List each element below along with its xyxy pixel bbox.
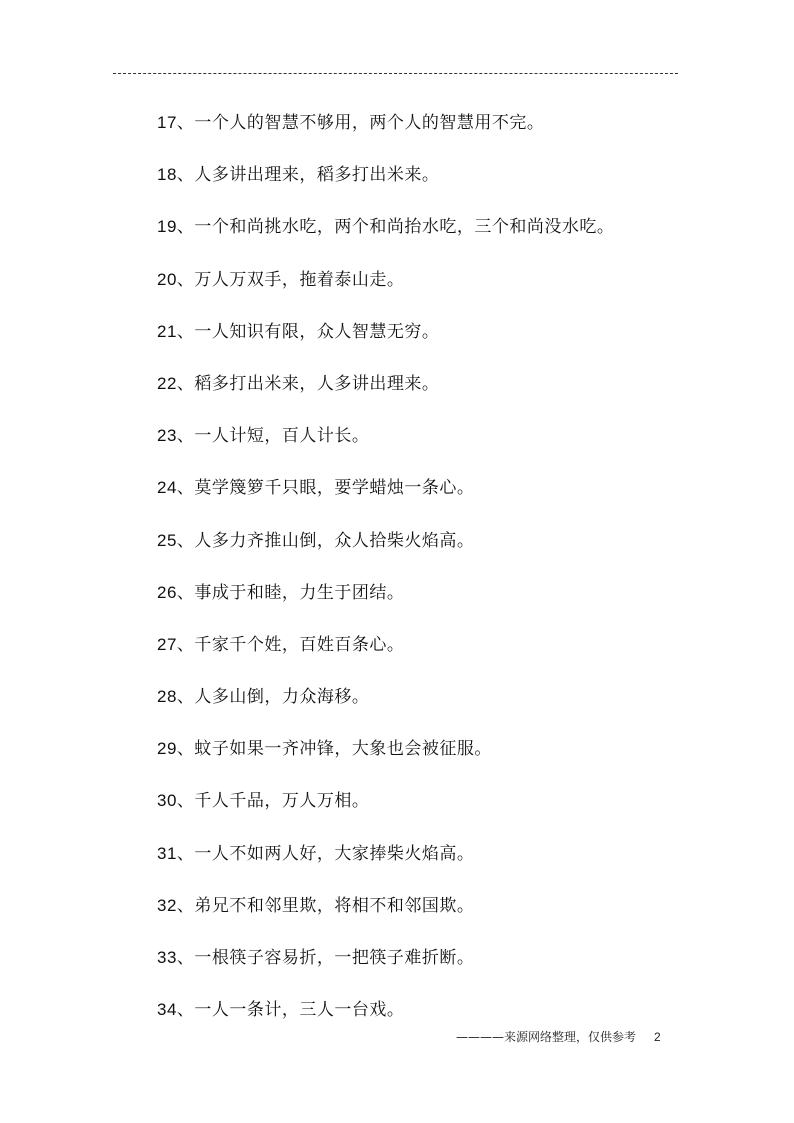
- item-number: 18: [157, 165, 177, 185]
- list-item: [157, 893, 614, 945]
- item-number: 22: [157, 373, 177, 393]
- list-item: [157, 475, 614, 527]
- page-footer: [456, 1028, 661, 1045]
- item-text: 、万人万双手，拖着泰山走。: [176, 269, 405, 290]
- item-text: 、一人知识有限，众人智慧无穷。: [176, 321, 440, 342]
- item-number: 21: [157, 321, 177, 341]
- list-item: [157, 684, 614, 736]
- footer-source-note: ————来源网络整理，仅供参考: [456, 1030, 637, 1044]
- item-number: 26: [157, 582, 177, 602]
- item-number: 25: [157, 530, 177, 550]
- item-text: 、千人千品，万人万相。: [176, 791, 370, 812]
- item-text: 、一人不如两人好，大家捧柴火焰高。: [176, 843, 475, 864]
- item-number: 29: [157, 739, 177, 759]
- item-text: 、弟兄不和邻里欺，将相不和邻国欺。: [176, 895, 475, 916]
- item-number: 34: [157, 1000, 177, 1020]
- item-text: 、人多讲出理来，稻多打出米来。: [176, 165, 440, 186]
- item-number: 24: [157, 478, 177, 498]
- item-text: 、蚊子如果一齐冲锋，大象也会被征服。: [176, 739, 492, 760]
- list-item: [157, 423, 614, 475]
- item-number: 19: [157, 217, 177, 237]
- list-item: [157, 528, 614, 580]
- item-text: 、人多力齐推山倒，众人拾柴火焰高。: [176, 530, 475, 551]
- list-item: [157, 788, 614, 840]
- list-item: [157, 267, 614, 319]
- header-dashed-rule: [113, 73, 678, 74]
- item-text: 、人多山倒，力众海移。: [176, 687, 370, 708]
- proverb-list: [157, 110, 614, 1049]
- item-text: 、千家千个姓，百姓百条心。: [176, 634, 405, 655]
- item-text: 、稻多打出米来，人多讲出理来。: [176, 373, 440, 394]
- list-item: [157, 841, 614, 893]
- item-number: 33: [157, 948, 177, 967]
- item-number: 28: [157, 687, 177, 707]
- item-text: 、一根筷子容易折，一把筷子难折断。: [176, 948, 475, 968]
- list-item: [157, 632, 614, 684]
- list-item: [157, 945, 614, 997]
- item-text: 、一人一条计，三人一台戏。: [176, 1000, 405, 1021]
- item-text: 、莫学篾箩千只眼，要学蜡烛一条心。: [176, 478, 475, 499]
- list-item: [157, 110, 614, 162]
- list-item: [157, 319, 614, 371]
- item-number: 20: [157, 269, 177, 289]
- item-number: 17: [157, 113, 177, 132]
- page-number: 2: [654, 1030, 661, 1044]
- item-text: 、一个人的智慧不够用，两个人的智慧用不完。: [176, 113, 545, 133]
- item-text: 、一个和尚挑水吃，两个和尚抬水吃，三个和尚没水吃。: [176, 217, 615, 238]
- item-number: 23: [157, 426, 177, 446]
- item-number: 31: [157, 843, 177, 863]
- item-number: 32: [157, 895, 177, 915]
- item-number: 30: [157, 791, 177, 811]
- list-item: [157, 371, 614, 423]
- item-text: 、事成于和睦，力生于团结。: [176, 582, 405, 603]
- list-item: [157, 736, 614, 788]
- item-number: 27: [157, 634, 177, 654]
- list-item: [157, 162, 614, 214]
- list-item: [157, 580, 614, 632]
- item-text: 、一人计短，百人计长。: [176, 426, 370, 447]
- list-item: [157, 214, 614, 266]
